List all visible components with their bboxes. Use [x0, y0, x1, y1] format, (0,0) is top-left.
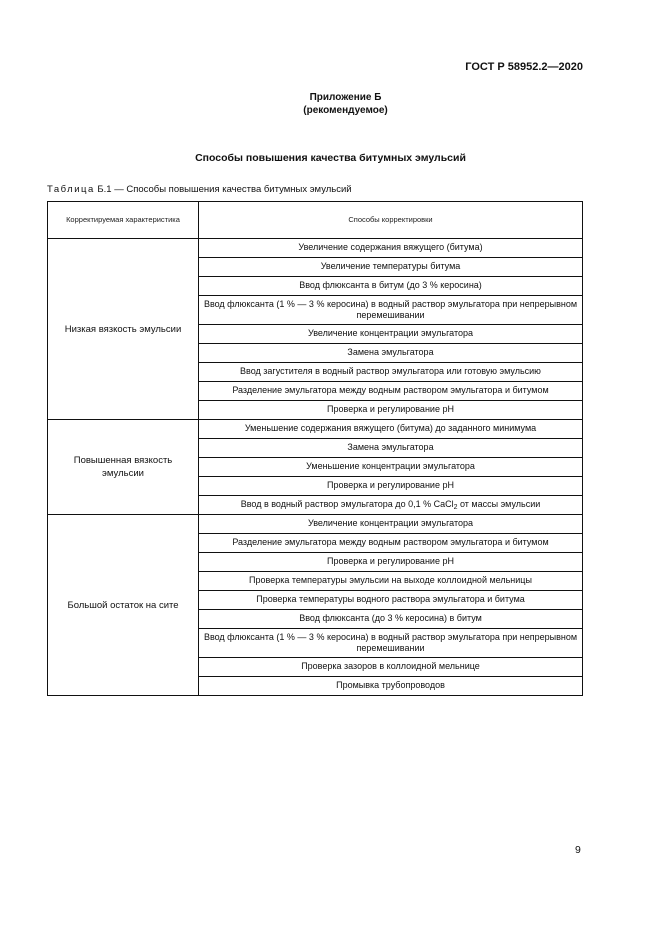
method-cell: Ввод флюксанта (до 3 % керосина) в битум	[199, 610, 583, 629]
page-title	[0, 152, 661, 164]
table-caption	[47, 184, 352, 195]
table-caption-prefix: Таблица	[47, 184, 95, 195]
method-cell: Проверка и регулирование pH	[199, 401, 583, 420]
page-number: 9	[575, 844, 581, 856]
method-cell: Ввод флюксанта (1 % — 3 % керосина) в водный раствор эмульгатора при непрерывном перемешивании	[199, 629, 583, 658]
method-cell: Уменьшение концентрации эмульгатора	[199, 458, 583, 477]
method-cell: Увеличение содержания вяжущего (битума)	[199, 239, 583, 258]
method-cell: Замена эмульгатора	[199, 439, 583, 458]
method-cell: Разделение эмульгатора между водным раствором эмульгатора и битумом	[199, 534, 583, 553]
method-cell: Увеличение концентрации эмульгатора	[199, 515, 583, 534]
method-text: Ввод в водный раствор эмульгатора до 0,1 % CaCl	[240, 499, 454, 510]
page-title-text: Способы повышения качества битумных эмульсий	[195, 152, 466, 164]
method-text: от массы эмульсии	[457, 499, 541, 510]
method-cell: Промывка трубопроводов	[199, 677, 583, 696]
characteristic-cell: Низкая вязкость эмульсии	[48, 239, 199, 420]
method-cell: Проверка и регулирование pH	[199, 477, 583, 496]
document-code: ГОСТ Р 58952.2—2020	[465, 61, 583, 73]
method-cell: Уменьшение содержания вяжущего (битума) до заданного минимума	[199, 420, 583, 439]
table-caption-number: Б.1	[97, 184, 112, 195]
appendix-heading	[0, 91, 661, 117]
method-cell: Увеличение концентрации эмульгатора	[199, 325, 583, 344]
method-cell: Проверка температуры эмульсии на выходе коллоидной мельницы	[199, 572, 583, 591]
table-header-row	[48, 202, 583, 239]
method-cell: Ввод флюксанта (1 % — 3 % керосина) в водный раствор эмульгатора при непрерывном перемешивании	[199, 296, 583, 325]
method-cell: Ввод загустителя в водный раствор эмульгатора или готовую эмульсию	[199, 363, 583, 382]
method-cell: Проверка температуры водного раствора эмульгатора и битума	[199, 591, 583, 610]
table-row	[48, 420, 583, 439]
method-cell: Замена эмульгатора	[199, 344, 583, 363]
methods-table	[47, 201, 583, 696]
column-header-characteristic: Корректируемая характеристика	[48, 202, 199, 239]
method-cell: Разделение эмульгатора между водным раствором эмульгатора и битумом	[199, 382, 583, 401]
method-cell: Проверка и регулирование pH	[199, 553, 583, 572]
appendix-status: (рекомендуемое)	[303, 105, 388, 116]
subscript: 2	[453, 504, 458, 512]
method-cell: Увеличение температуры битума	[199, 258, 583, 277]
appendix-title: Приложение Б	[309, 92, 382, 103]
characteristic-cell: Большой остаток на сите	[48, 515, 199, 696]
characteristic-cell: Повышенная вязкость эмульсии	[48, 420, 199, 515]
table-caption-text: — Способы повышения качества битумных эмульсий	[114, 184, 352, 195]
method-cell: Проверка зазоров в коллоидной мельнице	[199, 658, 583, 677]
column-header-methods: Способы корректировки	[199, 202, 583, 239]
table-row	[48, 515, 583, 534]
method-cell: Ввод флюксанта в битум (до 3 % керосина)	[199, 277, 583, 296]
method-cell	[199, 496, 583, 515]
table-row	[48, 239, 583, 258]
